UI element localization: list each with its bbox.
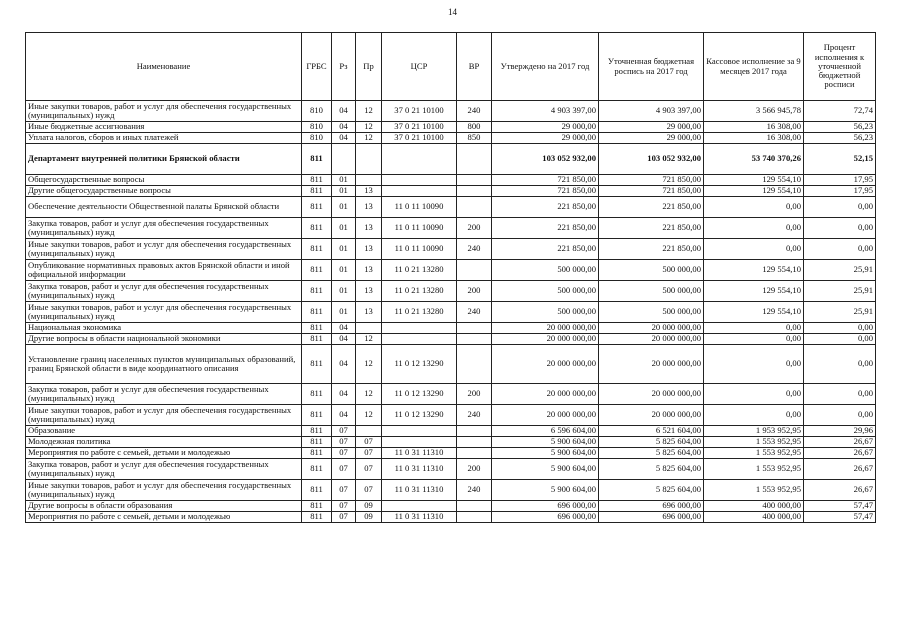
cell-name: Уплата налогов, сборов и иных платежей xyxy=(26,133,302,144)
cell-approved: 221 850,00 xyxy=(492,218,599,239)
cell-name: Установление границ населенных пунктов муниципальных образований, границ Брянской области в виде координатного описания xyxy=(26,345,302,384)
cell-approved: 29 000,00 xyxy=(492,122,599,133)
cell-percent: 17,95 xyxy=(804,175,876,186)
cell-rz: 04 xyxy=(332,323,356,334)
cell-refined: 4 903 397,00 xyxy=(599,101,704,122)
cell-grbs: 811 xyxy=(302,437,332,448)
cell-cash: 400 000,00 xyxy=(704,501,804,512)
cell-csr: 11 0 11 10090 xyxy=(382,197,457,218)
cell-vr: 240 xyxy=(457,101,492,122)
table-row xyxy=(26,144,876,175)
cell-name: Национальная экономика xyxy=(26,323,302,334)
cell-csr: 11 0 31 11310 xyxy=(382,480,457,501)
cell-rz: 07 xyxy=(332,448,356,459)
cell-name: Закупка товаров, работ и услуг для обеспечения государственных (муниципальных) нужд xyxy=(26,459,302,480)
cell-refined: 20 000 000,00 xyxy=(599,384,704,405)
cell-approved: 221 850,00 xyxy=(492,197,599,218)
cell-cash: 1 553 952,95 xyxy=(704,459,804,480)
cell-percent: 0,00 xyxy=(804,218,876,239)
cell-csr: 11 0 12 13290 xyxy=(382,345,457,384)
col-header-grbs: ГРБС xyxy=(302,33,332,101)
cell-cash: 16 308,00 xyxy=(704,133,804,144)
cell-percent: 25,91 xyxy=(804,281,876,302)
cell-name: Закупка товаров, работ и услуг для обеспечения государственных (муниципальных) нужд xyxy=(26,384,302,405)
cell-vr xyxy=(457,197,492,218)
cell-rz xyxy=(332,144,356,175)
cell-csr: 11 0 21 13280 xyxy=(382,281,457,302)
cell-refined: 5 825 604,00 xyxy=(599,437,704,448)
cell-percent: 56,23 xyxy=(804,133,876,144)
cell-percent: 25,91 xyxy=(804,260,876,281)
cell-pr: 13 xyxy=(356,239,382,260)
cell-name: Молодежная политика xyxy=(26,437,302,448)
table-row xyxy=(26,501,876,512)
cell-approved: 500 000,00 xyxy=(492,260,599,281)
cell-rz: 07 xyxy=(332,437,356,448)
cell-name: Закупка товаров, работ и услуг для обеспечения государственных (муниципальных) нужд xyxy=(26,218,302,239)
cell-approved: 721 850,00 xyxy=(492,175,599,186)
budget-table xyxy=(25,32,876,523)
cell-pr: 13 xyxy=(356,281,382,302)
table-row xyxy=(26,437,876,448)
table-row xyxy=(26,459,876,480)
cell-csr xyxy=(382,144,457,175)
cell-csr xyxy=(382,501,457,512)
cell-approved: 20 000 000,00 xyxy=(492,345,599,384)
cell-name: Закупка товаров, работ и услуг для обеспечения государственных (муниципальных) нужд xyxy=(26,281,302,302)
table-row xyxy=(26,334,876,345)
cell-cash: 0,00 xyxy=(704,218,804,239)
cell-grbs: 811 xyxy=(302,426,332,437)
cell-approved: 5 900 604,00 xyxy=(492,459,599,480)
cell-percent: 0,00 xyxy=(804,239,876,260)
cell-refined: 29 000,00 xyxy=(599,122,704,133)
cell-csr xyxy=(382,186,457,197)
cell-percent: 26,67 xyxy=(804,459,876,480)
cell-name: Иные закупки товаров, работ и услуг для обеспечения государственных (муниципальных) нужд xyxy=(26,480,302,501)
cell-approved: 29 000,00 xyxy=(492,133,599,144)
cell-vr: 850 xyxy=(457,133,492,144)
cell-grbs: 811 xyxy=(302,239,332,260)
cell-percent: 0,00 xyxy=(804,405,876,426)
col-header-rz: Рз xyxy=(332,33,356,101)
cell-percent: 57,47 xyxy=(804,512,876,523)
cell-vr xyxy=(457,186,492,197)
cell-name: Иные закупки товаров, работ и услуг для обеспечения государственных (муниципальных) нужд xyxy=(26,405,302,426)
cell-approved: 221 850,00 xyxy=(492,239,599,260)
cell-csr: 37 0 21 10100 xyxy=(382,133,457,144)
cell-refined: 500 000,00 xyxy=(599,260,704,281)
cell-csr: 37 0 21 10100 xyxy=(382,122,457,133)
col-header-vr: ВР xyxy=(457,33,492,101)
cell-pr xyxy=(356,323,382,334)
cell-csr xyxy=(382,334,457,345)
col-header-percent: Процент исполнения к уточненной бюджетной росписи xyxy=(804,33,876,101)
cell-csr xyxy=(382,426,457,437)
cell-rz: 01 xyxy=(332,186,356,197)
cell-percent: 25,91 xyxy=(804,302,876,323)
cell-cash: 129 554,10 xyxy=(704,281,804,302)
cell-cash: 0,00 xyxy=(704,345,804,384)
cell-name: Иные закупки товаров, работ и услуг для обеспечения государственных (муниципальных) нужд xyxy=(26,239,302,260)
cell-vr xyxy=(457,260,492,281)
cell-grbs: 811 xyxy=(302,405,332,426)
cell-approved: 721 850,00 xyxy=(492,186,599,197)
cell-csr: 11 0 12 13290 xyxy=(382,405,457,426)
cell-name: Другие вопросы в области образования xyxy=(26,501,302,512)
cell-percent: 57,47 xyxy=(804,501,876,512)
cell-approved: 20 000 000,00 xyxy=(492,384,599,405)
table-row xyxy=(26,384,876,405)
table-row xyxy=(26,302,876,323)
cell-refined: 103 052 932,00 xyxy=(599,144,704,175)
cell-refined: 20 000 000,00 xyxy=(599,345,704,384)
table-row xyxy=(26,260,876,281)
cell-pr: 07 xyxy=(356,437,382,448)
cell-csr: 11 0 31 11310 xyxy=(382,512,457,523)
cell-rz: 07 xyxy=(332,426,356,437)
cell-rz: 07 xyxy=(332,512,356,523)
cell-approved: 5 900 604,00 xyxy=(492,480,599,501)
cell-cash: 0,00 xyxy=(704,334,804,345)
cell-cash: 0,00 xyxy=(704,197,804,218)
cell-percent: 17,95 xyxy=(804,186,876,197)
cell-name: Общегосударственные вопросы xyxy=(26,175,302,186)
cell-rz: 01 xyxy=(332,218,356,239)
cell-approved: 5 900 604,00 xyxy=(492,437,599,448)
cell-refined: 696 000,00 xyxy=(599,501,704,512)
cell-approved: 20 000 000,00 xyxy=(492,323,599,334)
cell-vr xyxy=(457,437,492,448)
cell-cash: 0,00 xyxy=(704,323,804,334)
cell-pr: 12 xyxy=(356,133,382,144)
cell-vr: 200 xyxy=(457,384,492,405)
cell-grbs: 811 xyxy=(302,281,332,302)
table-row xyxy=(26,218,876,239)
cell-cash: 16 308,00 xyxy=(704,122,804,133)
table-row xyxy=(26,122,876,133)
cell-cash: 1 953 952,95 xyxy=(704,426,804,437)
cell-grbs: 811 xyxy=(302,175,332,186)
cell-name: Другие вопросы в области национальной экономики xyxy=(26,334,302,345)
table-row xyxy=(26,426,876,437)
table-row xyxy=(26,512,876,523)
cell-refined: 20 000 000,00 xyxy=(599,405,704,426)
col-header-csr: ЦСР xyxy=(382,33,457,101)
cell-refined: 20 000 000,00 xyxy=(599,334,704,345)
cell-pr: 12 xyxy=(356,405,382,426)
cell-csr xyxy=(382,175,457,186)
cell-rz: 04 xyxy=(332,334,356,345)
cell-pr: 13 xyxy=(356,186,382,197)
cell-vr xyxy=(457,323,492,334)
cell-approved: 20 000 000,00 xyxy=(492,334,599,345)
cell-name: Обеспечение деятельности Общественной палаты Брянской области xyxy=(26,197,302,218)
cell-cash: 129 554,10 xyxy=(704,186,804,197)
cell-pr: 09 xyxy=(356,512,382,523)
cell-rz: 01 xyxy=(332,302,356,323)
cell-rz: 07 xyxy=(332,501,356,512)
cell-pr: 13 xyxy=(356,260,382,281)
cell-name: Мероприятия по работе с семьей, детьми и молодежью xyxy=(26,448,302,459)
table-row xyxy=(26,323,876,334)
cell-grbs: 810 xyxy=(302,101,332,122)
cell-csr: 11 0 31 11310 xyxy=(382,448,457,459)
cell-rz: 04 xyxy=(332,384,356,405)
cell-vr xyxy=(457,334,492,345)
cell-cash: 53 740 370,26 xyxy=(704,144,804,175)
cell-percent: 26,67 xyxy=(804,437,876,448)
cell-approved: 20 000 000,00 xyxy=(492,405,599,426)
cell-pr: 07 xyxy=(356,480,382,501)
cell-pr: 12 xyxy=(356,101,382,122)
cell-name: Иные закупки товаров, работ и услуг для обеспечения государственных (муниципальных) нужд xyxy=(26,302,302,323)
cell-rz: 07 xyxy=(332,480,356,501)
cell-pr: 12 xyxy=(356,384,382,405)
cell-grbs: 811 xyxy=(302,197,332,218)
cell-pr: 13 xyxy=(356,197,382,218)
cell-percent: 26,67 xyxy=(804,480,876,501)
cell-name: Опубликование нормативных правовых актов Брянской области и иной официальной информации xyxy=(26,260,302,281)
cell-approved: 500 000,00 xyxy=(492,281,599,302)
cell-cash: 129 554,10 xyxy=(704,175,804,186)
cell-vr: 800 xyxy=(457,122,492,133)
cell-name: Другие общегосударственные вопросы xyxy=(26,186,302,197)
cell-refined: 29 000,00 xyxy=(599,133,704,144)
cell-name: Иные закупки товаров, работ и услуг для обеспечения государственных (муниципальных) нужд xyxy=(26,101,302,122)
cell-rz: 01 xyxy=(332,260,356,281)
cell-refined: 20 000 000,00 xyxy=(599,323,704,334)
cell-percent: 0,00 xyxy=(804,384,876,405)
cell-refined: 221 850,00 xyxy=(599,218,704,239)
cell-rz: 01 xyxy=(332,175,356,186)
cell-approved: 696 000,00 xyxy=(492,512,599,523)
cell-grbs: 811 xyxy=(302,512,332,523)
cell-rz: 07 xyxy=(332,459,356,480)
cell-grbs: 811 xyxy=(302,334,332,345)
table-body xyxy=(26,101,876,523)
cell-vr: 240 xyxy=(457,239,492,260)
cell-refined: 5 825 604,00 xyxy=(599,459,704,480)
cell-percent: 0,00 xyxy=(804,334,876,345)
cell-approved: 696 000,00 xyxy=(492,501,599,512)
cell-grbs: 811 xyxy=(302,186,332,197)
cell-rz: 04 xyxy=(332,101,356,122)
cell-pr: 13 xyxy=(356,218,382,239)
cell-percent: 72,74 xyxy=(804,101,876,122)
cell-vr: 240 xyxy=(457,302,492,323)
cell-vr xyxy=(457,512,492,523)
col-header-pr: Пр xyxy=(356,33,382,101)
cell-approved: 6 596 604,00 xyxy=(492,426,599,437)
cell-grbs: 811 xyxy=(302,480,332,501)
cell-csr: 11 0 11 10090 xyxy=(382,218,457,239)
cell-cash: 129 554,10 xyxy=(704,302,804,323)
cell-percent: 29,96 xyxy=(804,426,876,437)
cell-pr xyxy=(356,144,382,175)
cell-percent: 52,15 xyxy=(804,144,876,175)
cell-vr: 200 xyxy=(457,281,492,302)
col-header-name: Наименование xyxy=(26,33,302,101)
cell-name: Иные бюджетные ассигнования xyxy=(26,122,302,133)
page-number: 14 xyxy=(448,7,457,17)
cell-refined: 721 850,00 xyxy=(599,186,704,197)
cell-grbs: 811 xyxy=(302,345,332,384)
cell-rz: 01 xyxy=(332,197,356,218)
cell-pr: 07 xyxy=(356,459,382,480)
cell-name: Мероприятия по работе с семьей, детьми и молодежью xyxy=(26,512,302,523)
table-header-row xyxy=(26,33,876,101)
cell-pr: 12 xyxy=(356,122,382,133)
cell-grbs: 811 xyxy=(302,323,332,334)
cell-cash: 129 554,10 xyxy=(704,260,804,281)
cell-rz: 04 xyxy=(332,345,356,384)
cell-grbs: 811 xyxy=(302,501,332,512)
cell-approved: 500 000,00 xyxy=(492,302,599,323)
cell-percent: 56,23 xyxy=(804,122,876,133)
cell-name: Департамент внутренней политики Брянской области xyxy=(26,144,302,175)
cell-refined: 221 850,00 xyxy=(599,239,704,260)
cell-refined: 721 850,00 xyxy=(599,175,704,186)
cell-vr: 240 xyxy=(457,405,492,426)
cell-rz: 04 xyxy=(332,133,356,144)
cell-pr: 07 xyxy=(356,448,382,459)
cell-csr: 37 0 21 10100 xyxy=(382,101,457,122)
cell-approved: 103 052 932,00 xyxy=(492,144,599,175)
cell-cash: 1 553 952,95 xyxy=(704,480,804,501)
cell-csr: 11 0 12 13290 xyxy=(382,384,457,405)
table-row xyxy=(26,405,876,426)
cell-refined: 5 825 604,00 xyxy=(599,480,704,501)
cell-csr: 11 0 21 13280 xyxy=(382,302,457,323)
table-row xyxy=(26,448,876,459)
table-row xyxy=(26,345,876,384)
cell-rz: 01 xyxy=(332,281,356,302)
cell-vr xyxy=(457,426,492,437)
cell-cash: 0,00 xyxy=(704,405,804,426)
cell-refined: 5 825 604,00 xyxy=(599,448,704,459)
cell-percent: 26,67 xyxy=(804,448,876,459)
cell-grbs: 810 xyxy=(302,133,332,144)
cell-vr: 200 xyxy=(457,459,492,480)
cell-vr xyxy=(457,345,492,384)
table-row xyxy=(26,197,876,218)
cell-cash: 400 000,00 xyxy=(704,512,804,523)
cell-cash: 1 553 952,95 xyxy=(704,448,804,459)
cell-csr: 11 0 21 13280 xyxy=(382,260,457,281)
cell-vr xyxy=(457,448,492,459)
cell-csr: 11 0 31 11310 xyxy=(382,459,457,480)
cell-pr xyxy=(356,426,382,437)
cell-pr: 09 xyxy=(356,501,382,512)
cell-approved: 5 900 604,00 xyxy=(492,448,599,459)
cell-pr: 12 xyxy=(356,334,382,345)
cell-vr xyxy=(457,175,492,186)
cell-vr xyxy=(457,144,492,175)
table-row xyxy=(26,175,876,186)
table-row xyxy=(26,186,876,197)
cell-cash: 0,00 xyxy=(704,384,804,405)
cell-refined: 500 000,00 xyxy=(599,302,704,323)
cell-refined: 500 000,00 xyxy=(599,281,704,302)
cell-grbs: 811 xyxy=(302,144,332,175)
cell-percent: 0,00 xyxy=(804,345,876,384)
col-header-cash: Кассовое исполнение за 9 месяцев 2017 года xyxy=(704,33,804,101)
cell-grbs: 811 xyxy=(302,459,332,480)
table-row xyxy=(26,101,876,122)
cell-grbs: 811 xyxy=(302,218,332,239)
table-row xyxy=(26,480,876,501)
cell-name: Образование xyxy=(26,426,302,437)
cell-cash: 3 566 945,78 xyxy=(704,101,804,122)
cell-cash: 1 553 952,95 xyxy=(704,437,804,448)
cell-grbs: 811 xyxy=(302,302,332,323)
col-header-refined: Уточненная бюджетная роспись на 2017 год xyxy=(599,33,704,101)
cell-refined: 696 000,00 xyxy=(599,512,704,523)
table-row xyxy=(26,239,876,260)
cell-percent: 0,00 xyxy=(804,197,876,218)
cell-vr: 200 xyxy=(457,218,492,239)
table-row xyxy=(26,281,876,302)
cell-approved: 4 903 397,00 xyxy=(492,101,599,122)
cell-rz: 04 xyxy=(332,405,356,426)
cell-rz: 04 xyxy=(332,122,356,133)
cell-csr: 11 0 11 10090 xyxy=(382,239,457,260)
cell-grbs: 811 xyxy=(302,260,332,281)
cell-vr xyxy=(457,501,492,512)
cell-grbs: 810 xyxy=(302,122,332,133)
cell-pr: 13 xyxy=(356,302,382,323)
cell-pr: 12 xyxy=(356,345,382,384)
col-header-approved: Утверждено на 2017 год xyxy=(492,33,599,101)
table-row xyxy=(26,133,876,144)
cell-percent: 0,00 xyxy=(804,323,876,334)
cell-pr xyxy=(356,175,382,186)
cell-csr xyxy=(382,437,457,448)
cell-vr: 240 xyxy=(457,480,492,501)
cell-grbs: 811 xyxy=(302,384,332,405)
cell-refined: 6 521 604,00 xyxy=(599,426,704,437)
cell-grbs: 811 xyxy=(302,448,332,459)
cell-refined: 221 850,00 xyxy=(599,197,704,218)
cell-cash: 0,00 xyxy=(704,239,804,260)
cell-rz: 01 xyxy=(332,239,356,260)
cell-csr xyxy=(382,323,457,334)
